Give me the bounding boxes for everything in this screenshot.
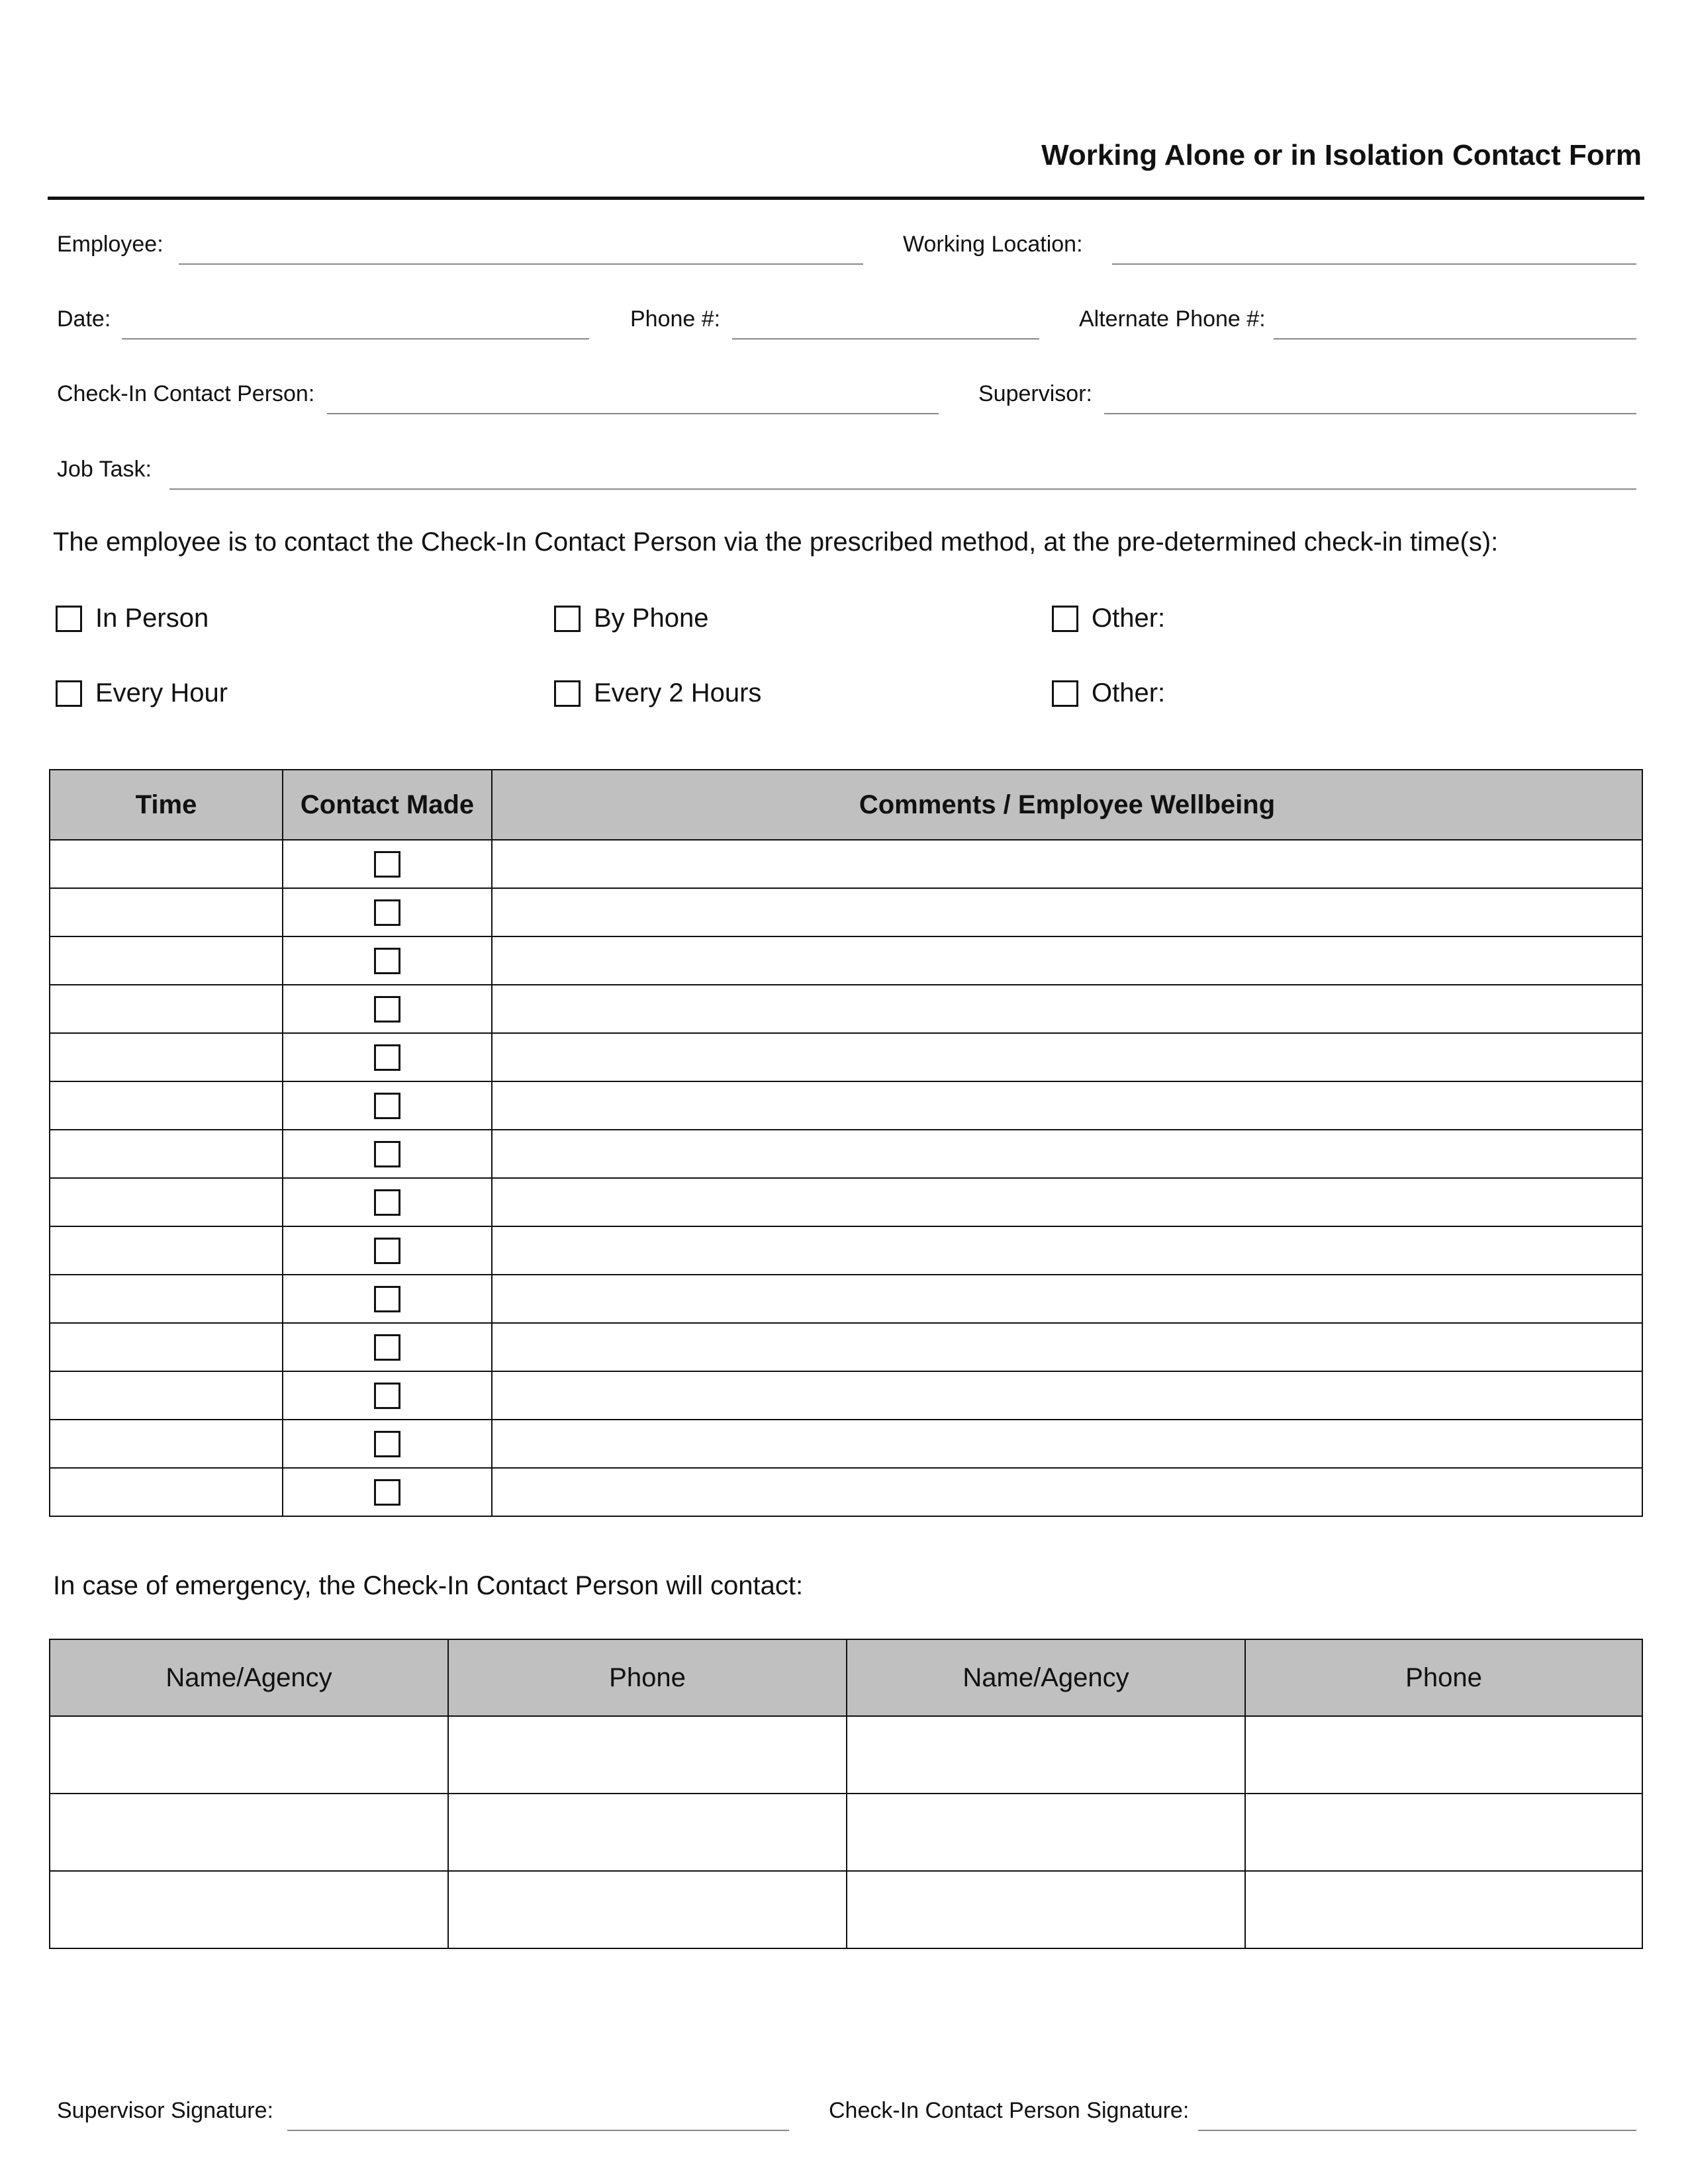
contact-made-checkbox[interactable] (374, 1093, 400, 1119)
log-row (50, 1081, 1642, 1130)
log-row (50, 1178, 1642, 1226)
log-row (50, 936, 1642, 985)
emergency-name-agency-cell[interactable] (50, 1871, 448, 1948)
job-task-label: Job Task: (57, 457, 152, 482)
emergency-phone-cell[interactable] (1245, 1794, 1642, 1871)
log-row (50, 840, 1642, 888)
working-location-label: Working Location: (903, 232, 1083, 257)
emergency-header-name-agency: Name/Agency (847, 1639, 1245, 1716)
emergency-name-agency-cell[interactable] (847, 1716, 1245, 1794)
contact-made-checkbox[interactable] (374, 1286, 400, 1312)
contact-made-checkbox[interactable] (374, 1383, 400, 1409)
emergency-phone-cell[interactable] (1245, 1716, 1642, 1794)
checkbox[interactable] (1052, 680, 1078, 707)
log-comments-cell[interactable] (492, 1033, 1642, 1081)
log-row (50, 1275, 1642, 1323)
employee-label: Employee: (57, 232, 164, 257)
contact-made-checkbox[interactable] (374, 1334, 400, 1361)
emergency-body (50, 1716, 1642, 1948)
log-row (50, 1323, 1642, 1371)
alt-phone-label: Alternate Phone #: (1079, 306, 1266, 332)
check-in-log-table (49, 769, 1643, 1517)
log-contact-made-cell (283, 1081, 492, 1130)
log-contact-made-cell (283, 1178, 492, 1226)
checkbox[interactable] (56, 680, 82, 707)
contact-made-checkbox[interactable] (374, 1141, 400, 1167)
log-row (50, 1130, 1642, 1178)
log-row (50, 1371, 1642, 1420)
employee-field[interactable] (179, 263, 863, 265)
checkbox[interactable] (554, 680, 581, 707)
frequency-label: Every 2 Hours (594, 678, 762, 707)
emergency-phone-cell[interactable] (448, 1871, 847, 1948)
log-time-cell[interactable] (50, 1033, 283, 1081)
log-comments-cell[interactable] (492, 1226, 1642, 1275)
contact-made-checkbox[interactable] (374, 1479, 400, 1506)
contact-made-checkbox[interactable] (374, 1044, 400, 1071)
log-comments-cell[interactable] (492, 888, 1642, 936)
log-contact-made-cell (283, 936, 492, 985)
log-row (50, 1226, 1642, 1275)
date-field[interactable] (122, 338, 589, 340)
log-time-cell[interactable] (50, 985, 283, 1033)
log-comments-cell[interactable] (492, 1275, 1642, 1323)
checkbox[interactable] (554, 606, 581, 632)
contact-person-signature-label: Check-In Contact Person Signature: (829, 2098, 1190, 2123)
emergency-row (50, 1716, 1642, 1794)
log-row (50, 888, 1642, 936)
contact-person-signature-field[interactable] (1198, 2130, 1636, 2131)
job-task-field[interactable] (169, 488, 1636, 490)
working-location-field[interactable] (1112, 263, 1636, 265)
log-comments-cell[interactable] (492, 1468, 1642, 1516)
instruction-text: The employee is to contact the Check-In Contact Person via the prescribed method, at the pre-determined check-in time(s): (53, 527, 1499, 557)
phone-label: Phone #: (630, 306, 721, 332)
log-comments-cell[interactable] (492, 1371, 1642, 1420)
contact-made-checkbox[interactable] (374, 996, 400, 1023)
log-contact-made-cell (283, 1130, 492, 1178)
supervisor-label: Supervisor: (978, 381, 1092, 406)
log-time-cell[interactable] (50, 1226, 283, 1275)
emergency-name-agency-cell[interactable] (50, 1716, 448, 1794)
log-time-cell[interactable] (50, 1468, 283, 1516)
method-in-person[interactable] (56, 604, 209, 633)
contact-person-field[interactable] (327, 413, 939, 414)
emergency-phone-cell[interactable] (448, 1716, 847, 1794)
log-body (50, 840, 1642, 1516)
emergency-text: In case of emergency, the Check-In Contact Person will contact: (53, 1571, 804, 1600)
emergency-name-agency-cell[interactable] (50, 1794, 448, 1871)
log-time-cell[interactable] (50, 1081, 283, 1130)
emergency-name-agency-cell[interactable] (847, 1871, 1245, 1948)
log-time-cell[interactable] (50, 1420, 283, 1468)
phone-field[interactable] (732, 338, 1039, 340)
checkbox[interactable] (1052, 606, 1078, 632)
log-contact-made-cell (283, 1323, 492, 1371)
contact-made-checkbox[interactable] (374, 1238, 400, 1264)
log-contact-made-cell (283, 1371, 492, 1420)
contact-person-label: Check-In Contact Person: (57, 381, 315, 406)
log-contact-made-cell (283, 1420, 492, 1468)
log-comments-cell[interactable] (492, 1323, 1642, 1371)
log-contact-made-cell (283, 888, 492, 936)
supervisor-signature-label: Supervisor Signature: (57, 2098, 273, 2123)
emergency-phone-cell[interactable] (1245, 1871, 1642, 1948)
log-contact-made-cell (283, 1226, 492, 1275)
log-comments-cell[interactable] (492, 840, 1642, 888)
method-label: By Phone (594, 604, 709, 633)
log-header-time: Time (50, 770, 283, 840)
emergency-header-phone: Phone (1245, 1639, 1642, 1716)
method-by-phone[interactable] (554, 604, 708, 633)
frequency-every-hour[interactable] (56, 678, 228, 708)
method-label: Other: (1092, 604, 1166, 633)
frequency-label: Other: (1092, 678, 1166, 707)
log-time-cell[interactable] (50, 1130, 283, 1178)
date-label: Date: (57, 306, 111, 332)
log-contact-made-cell (283, 1468, 492, 1516)
log-comments-cell[interactable] (492, 985, 1642, 1033)
emergency-header-row (50, 1639, 1642, 1716)
log-row (50, 1468, 1642, 1516)
contact-made-checkbox[interactable] (374, 1431, 400, 1457)
log-header-row (50, 770, 1642, 840)
frequency-label: Every Hour (95, 678, 228, 707)
log-row (50, 1420, 1642, 1468)
log-contact-made-cell (283, 1275, 492, 1323)
log-time-cell[interactable] (50, 1275, 283, 1323)
log-time-cell[interactable] (50, 936, 283, 985)
log-time-cell[interactable] (50, 1323, 283, 1371)
alt-phone-field[interactable] (1274, 338, 1636, 340)
log-row (50, 1033, 1642, 1081)
frequency-every-2-hours[interactable] (554, 678, 761, 708)
emergency-row (50, 1871, 1642, 1948)
log-comments-cell[interactable] (492, 1081, 1642, 1130)
contact-made-checkbox[interactable] (374, 948, 400, 974)
form-title: Working Alone or in Isolation Contact Form (1041, 139, 1642, 171)
log-time-cell[interactable] (50, 840, 283, 888)
contact-made-checkbox[interactable] (374, 1189, 400, 1216)
log-row (50, 985, 1642, 1033)
log-header-comments: Comments / Employee Wellbeing (492, 770, 1642, 840)
method-label: In Person (95, 604, 209, 633)
emergency-phone-cell[interactable] (448, 1794, 847, 1871)
title-divider (48, 197, 1644, 200)
log-comments-cell[interactable] (492, 1178, 1642, 1226)
log-contact-made-cell (283, 985, 492, 1033)
emergency-header-phone: Phone (448, 1639, 847, 1716)
emergency-row (50, 1794, 1642, 1871)
emergency-contacts-table (49, 1639, 1643, 1949)
supervisor-field[interactable] (1104, 413, 1636, 414)
log-time-cell[interactable] (50, 1178, 283, 1226)
checkbox[interactable] (56, 606, 82, 632)
emergency-header-name-agency: Name/Agency (50, 1639, 448, 1716)
log-time-cell[interactable] (50, 888, 283, 936)
log-comments-cell[interactable] (492, 1420, 1642, 1468)
log-header-contact-made: Contact Made (283, 770, 492, 840)
log-comments-cell[interactable] (492, 936, 1642, 985)
frequency-other[interactable] (1052, 678, 1165, 708)
log-contact-made-cell (283, 1033, 492, 1081)
contact-made-checkbox[interactable] (374, 899, 400, 926)
method-other[interactable] (1052, 604, 1165, 633)
log-contact-made-cell (283, 840, 492, 888)
emergency-name-agency-cell[interactable] (847, 1794, 1245, 1871)
log-time-cell[interactable] (50, 1371, 283, 1420)
supervisor-signature-field[interactable] (287, 2130, 789, 2131)
contact-made-checkbox[interactable] (374, 851, 400, 878)
log-comments-cell[interactable] (492, 1130, 1642, 1178)
